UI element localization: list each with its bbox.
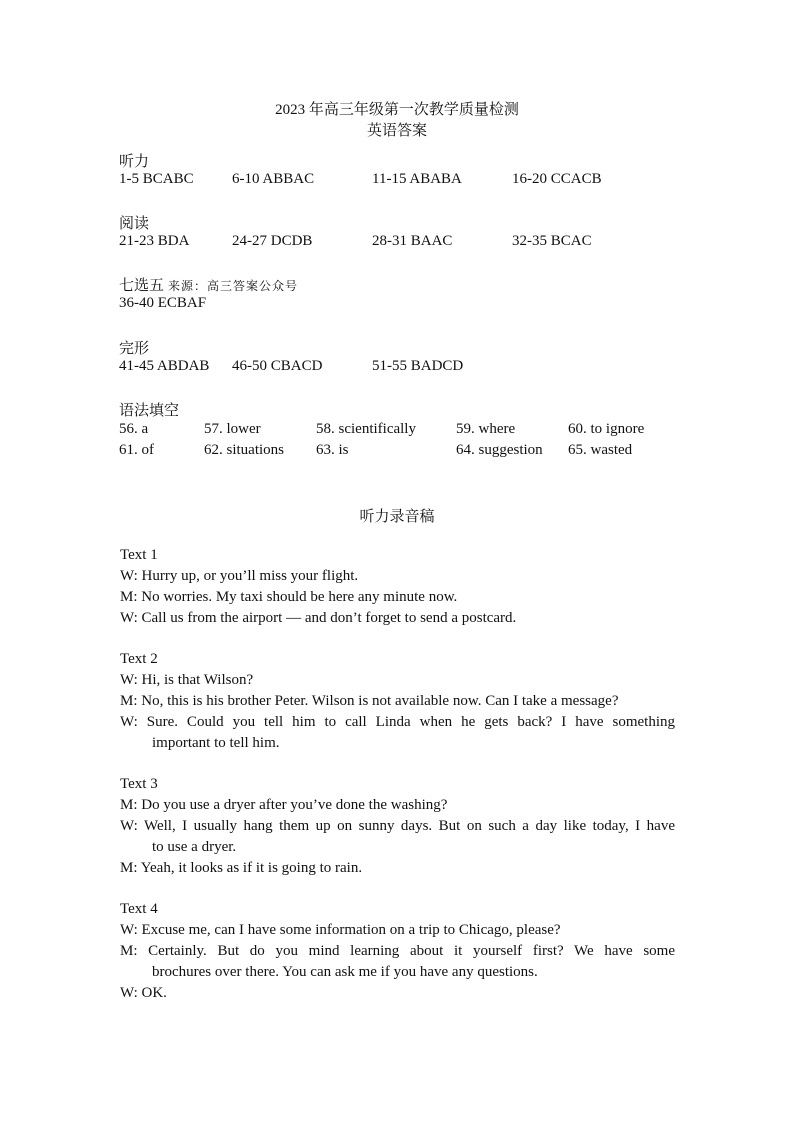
dialogue-line: W: Sure. Could you tell him to call Linda when he gets back? I have something	[120, 714, 675, 730]
answer-item: 63. is	[316, 442, 349, 458]
answer-item: 59. where	[456, 421, 516, 437]
dialogue-line: M: No worries. My taxi should be here any minute now.	[120, 589, 458, 605]
dialogue-line: W: Hurry up, or you’ll miss your flight.	[120, 568, 359, 584]
source-note: 来源：高三答案公众号	[168, 279, 299, 293]
answer-group: 51-55 BADCD	[372, 358, 464, 374]
answer-item: 58. scientifically	[316, 421, 416, 437]
dialogue-line: W: Well, I usually hang them up on sunny days. But on such a day like today, I have	[120, 818, 675, 834]
answer-group: 6-10 ABBAC	[232, 171, 315, 187]
page-title: 2023 年高三年级第一次教学质量检测	[275, 102, 519, 118]
answer-item: 56. a	[119, 421, 149, 437]
answer-group: 32-35 BCAC	[512, 233, 592, 249]
dialogue-line: M: Yeah, it looks as if it is going to rain.	[120, 860, 363, 876]
answer-item: 61. of	[119, 442, 154, 458]
answer-item: 62. situations	[204, 442, 285, 458]
page-subtitle: 英语答案	[366, 123, 427, 139]
section-label-cloze: 完形	[119, 341, 150, 357]
text-title: Text 1	[120, 547, 158, 563]
section-label-reading: 阅读	[119, 216, 150, 232]
answer-group: 36-40 ECBAF	[119, 295, 207, 311]
dialogue-line: M: Certainly. But do you mind learning about it yourself first? We have some	[120, 943, 675, 959]
dialogue-line: M: No, this is his brother Peter. Wilson is not available now. Can I take a message?	[120, 693, 619, 709]
section-label-text: 七选五	[119, 278, 165, 294]
answer-group: 41-45 ABDAB	[119, 358, 210, 374]
section-label-grammar: 语法填空	[119, 403, 180, 419]
text-title: Text 4	[120, 901, 158, 917]
dialogue-line-continued: to use a dryer.	[152, 839, 237, 855]
answer-group: 46-50 CBACD	[232, 358, 323, 374]
dialogue-line: W: Call us from the airport — and don’t forget to send a postcard.	[120, 610, 517, 626]
answer-group: 28-31 BAAC	[372, 233, 453, 249]
section-label-listening: 听力	[119, 154, 150, 170]
answer-group: 24-27 DCDB	[232, 233, 313, 249]
answer-item: 60. to ignore	[568, 421, 645, 437]
dialogue-line: W: Hi, is that Wilson?	[120, 672, 254, 688]
answer-group: 16-20 CCACB	[512, 171, 602, 187]
answer-group: 1-5 BCABC	[119, 171, 194, 187]
dialogue-line: W: OK.	[120, 985, 167, 1001]
dialogue-line: M: Do you use a dryer after you’ve done the washing?	[120, 797, 448, 813]
answer-group: 11-15 ABABA	[372, 171, 462, 187]
dialogue-line: W: Excuse me, can I have some information on a trip to Chicago, please?	[120, 922, 561, 938]
answer-group: 21-23 BDA	[119, 233, 190, 249]
text-title: Text 2	[120, 651, 158, 667]
answer-item: 65. wasted	[568, 442, 633, 458]
dialogue-line-continued: brochures over there. You can ask me if you have any questions.	[152, 964, 538, 980]
transcript-heading: 听力录音稿	[359, 509, 435, 525]
answer-item: 57. lower	[204, 421, 261, 437]
dialogue-line-continued: important to tell him.	[152, 735, 280, 751]
text-title: Text 3	[120, 776, 158, 792]
answer-item: 64. suggestion	[456, 442, 543, 458]
section-label-seven-five	[119, 274, 298, 295]
